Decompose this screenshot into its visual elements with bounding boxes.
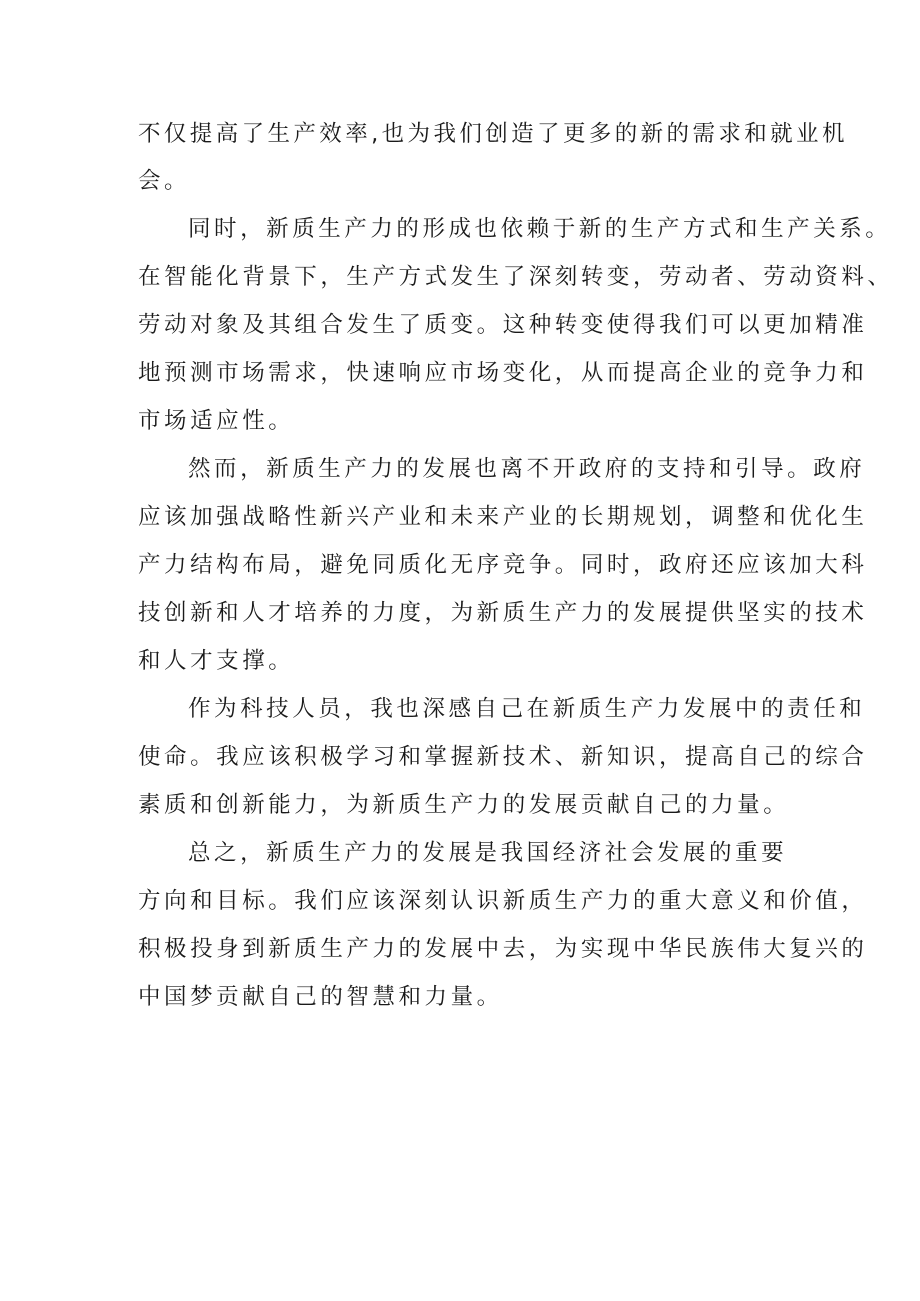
paragraph-3-line-5: 和人才支撑。 xyxy=(138,648,295,674)
paragraph-2-line-3: 劳动对象及其组合发生了质变。这种转变使得我们可以更加精准 xyxy=(138,312,868,338)
paragraph-2-line-5: 市场适应性。 xyxy=(138,408,295,434)
paragraph-3-line-1: 然而，新质生产力的发展也离不开政府的支持和引导。政府 xyxy=(188,456,866,482)
paragraph-5-line-3: 积极投身到新质生产力的发展中去，为实现中华民族伟大复兴的 xyxy=(138,936,868,962)
paragraph-2-line-4: 地预测市场需求，快速响应市场变化，从而提高企业的竞争力和 xyxy=(138,360,868,386)
paragraph-1-line-1: 不仅提高了生产效率,也为我们创造了更多的新的需求和就业机 xyxy=(138,121,848,147)
paragraph-1-line-2: 会。 xyxy=(138,168,191,194)
paragraph-3-line-4: 技创新和人才培养的力度，为新质生产力的发展提供坚实的技术 xyxy=(138,600,868,626)
paragraph-3-line-3: 产力结构布局，避免同质化无序竞争。同时，政府还应该加大科 xyxy=(138,552,868,578)
paragraph-4-line-2: 使命。我应该积极学习和掌握新技术、新知识，提高自己的综合 xyxy=(138,744,868,770)
paragraph-5-line-2: 方向和目标。我们应该深刻认识新质生产力的重大意义和价值， xyxy=(138,888,868,914)
paragraph-4-line-1: 作为科技人员，我也深感自己在新质生产力发展中的责任和 xyxy=(188,696,866,722)
paragraph-2-line-2: 在智能化背景下，生产方式发生了深刻转变，劳动者、劳动资料、 xyxy=(138,264,894,290)
paragraph-5-line-4: 中国梦贡献自己的智慧和力量。 xyxy=(138,984,503,1010)
paragraph-3-line-2: 应该加强战略性新兴产业和未来产业的长期规划，调整和优化生 xyxy=(138,504,868,530)
paragraph-4-line-3: 素质和创新能力，为新质生产力的发展贡献自己的力量。 xyxy=(138,792,790,818)
paragraph-2-line-1: 同时，新质生产力的形成也依赖于新的生产方式和生产关系。 xyxy=(188,216,892,242)
paragraph-5-line-1: 总之，新质生产力的发展是我国经济社会发展的重要 xyxy=(188,840,788,866)
